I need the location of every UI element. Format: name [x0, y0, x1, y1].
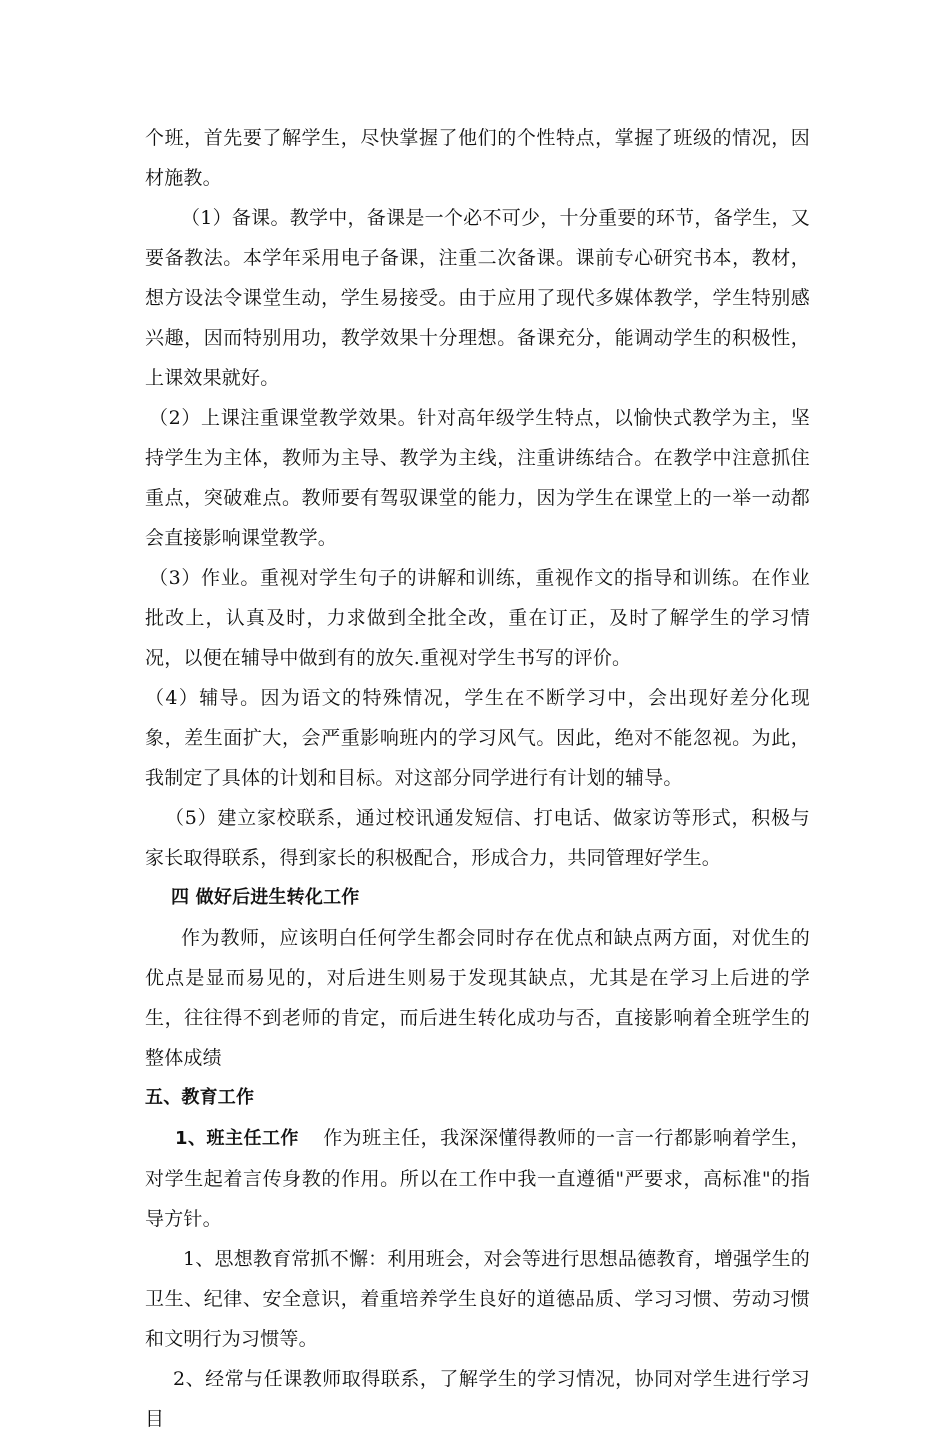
paragraph-underachievers: 作为教师，应该明白任何学生都会同时存在优点和缺点两方面，对优生的优点是显而易见的，对后进生则易于发现其缺点，尤其是在学习上后进的学生，往往得不到老师的肯定，而后进生转化成功与否，直接影响着全班学生的整体成绩	[145, 927, 810, 1069]
paragraph-homework: （3）作业。重视对学生句子的讲解和训练，重视作文的指导和训练。在作业批改上，认真及时，力求做到全批全改，重在订正，及时了解学生的学习情况，以便在辅导中做到有的放矢.重视对学生书写的评价。	[145, 567, 810, 669]
paragraph-lesson-prep: （1）备课。教学中，备课是一个必不可少，十分重要的环节，备学生，又要备教法。本学年采用电子备课，注重二次备课。课前专心研究书本，教材，想方设法令课堂生动，学生易接受。由于应用了现代多媒体教学，学生特别感兴趣，因而特别用功，教学效果十分理想。备课充分，能调动学生的积极性，上课效果就好。	[145, 207, 810, 389]
subheading-class-teacher: 1、班主任工作	[175, 1128, 299, 1149]
paragraph-home-school: （5）建立家校联系，通过校讯通发短信、打电话、做家访等形式，积极与家长取得联系，得到家长的积极配合，形成合力，共同管理好学生。	[145, 807, 810, 869]
paragraph-teacher-contact: 2、经常与任课教师取得联系，了解学生的学习情况，协同对学生进行学习目	[145, 1368, 810, 1430]
section-heading-5: 五、教育工作	[145, 1087, 255, 1108]
paragraph-tutoring: （4）辅导。因为语文的特殊情况，学生在不断学习中，会出现好差分化现象，差生面扩大，会严重影响班内的学习风气。因此，绝对不能忽视。为此，我制定了具体的计划和目标。对这部分同学进行有计划的辅导。	[145, 687, 810, 789]
paragraph-intro: 个班，首先要了解学生，尽快掌握了他们的个性特点，掌握了班级的情况，因材施教。	[145, 127, 810, 189]
paragraph-moral-education: 1、思想教育常抓不懈：利用班会，对会等进行思想品德教育，增强学生的卫生、纪律、安全意识，着重培养学生良好的道德品质、学习习惯、劳动习惯和文明行为习惯等。	[145, 1248, 810, 1350]
paragraph-classroom: （2）上课注重课堂教学效果。针对高年级学生特点，以愉快式教学为主，坚持学生为主体，教师为主导、教学为主线，注重讲练结合。在教学中注意抓住重点，突破难点。教师要有驾驭课堂的能力，因为学生在课堂上的一举一动都会直接影响课堂教学。	[145, 407, 810, 549]
section-heading-4: 四 做好后进生转化工作	[171, 887, 360, 908]
paragraph-class-teacher	[145, 1118, 810, 1239]
document-body	[145, 118, 810, 1439]
paragraph-class-teacher-body: 作为班主任，我深深懂得教师的一言一行都影响着学生，对学生起着言传身教的作用。所以在工作中我一直遵循"严要求，高标准"的指导方针。	[145, 1127, 810, 1230]
